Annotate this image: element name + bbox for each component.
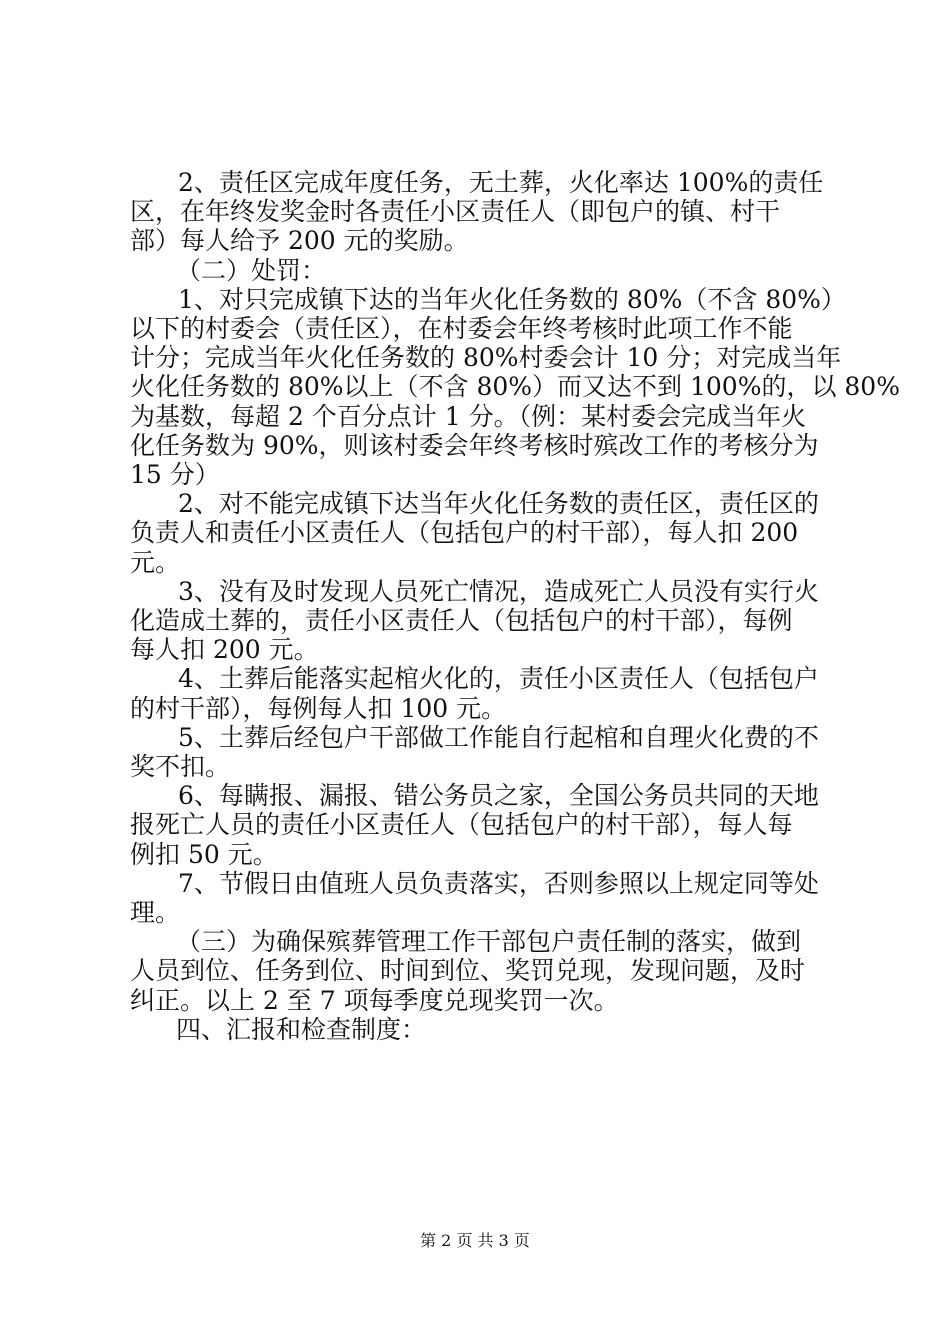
text-line: 5、土葬后经包户干部做工作能自行起棺和自理火化费的不: [178, 722, 819, 752]
text-line: 火化任务数的 80%以上（不含 80%）而又达不到 100%的，以 80%: [130, 372, 900, 402]
text-line: 负责人和责任小区责任人（包括包户的村干部），每人扣 200: [130, 518, 799, 548]
section-heading: （二）处罚：: [176, 255, 327, 285]
page-number: 第 2 页 共 3 页: [420, 1231, 530, 1250]
text-line: 人员到位、任务到位、时间到位、奖罚兑现，发现问题，及时: [130, 956, 806, 986]
text-line: 2、责任区完成年度任务，无土葬，火化率达 100%的责任: [178, 168, 824, 197]
text-line: 4、土葬后能落实起棺火化的，责任小区责任人（包括包户: [178, 664, 819, 694]
text-line: 区，在年终发奖金时各责任小区责任人（即包户的镇、村干: [130, 197, 781, 227]
text-line: 1、对只完成镇下达的当年火化任务数的 80%（不含 80%）: [178, 284, 846, 314]
text-line: 15 分）: [130, 460, 220, 489]
text-line: 以下的村委会（责任区），在村委会年终考核时此项工作不能: [130, 314, 793, 343]
text-line: 元。: [130, 547, 181, 577]
text-line: 3、没有及时发现人员死亡情况，造成死亡人员没有实行火: [178, 576, 819, 606]
text-line: 理。: [130, 898, 181, 927]
text-line: 化任务数为 90%，则该村委会年终考核时殡改工作的考核分为: [130, 430, 819, 460]
text-line: 纠正。以上 2 至 7 项每季度兑现奖罚一次。: [130, 985, 619, 1015]
text-line: 部）每人给予 200 元的奖励。: [130, 226, 469, 256]
text-line: 报死亡人员的责任小区责任人（包括包户的村干部），每人每: [130, 810, 793, 840]
text-line: 化造成土葬的，责任小区责任人（包括包户的村干部），每例: [130, 606, 793, 635]
section-heading: 四、汇报和检查制度：: [176, 1014, 427, 1044]
text-line: 6、每瞒报、漏报、错公务员之家，全国公务员共同的天地: [178, 781, 819, 811]
text-line: 计分；完成当年火化任务数的 80%村委会计 10 分；对完成当年: [130, 343, 842, 373]
text-line: 例扣 50 元。: [130, 839, 278, 869]
text-line: 2、对不能完成镇下达当年火化任务数的责任区，责任区的: [178, 489, 819, 519]
page-footer: [0, 1230, 950, 1252]
text-line: 奖不扣。: [130, 752, 231, 781]
text-line: 为基数，每超 2 个百分点计 1 分。（例：某村委会完成当年火: [130, 401, 807, 431]
text-line: 每人扣 200 元。: [130, 635, 319, 665]
text-line: （三）为确保殡葬管理工作干部包户责任制的落实，做到: [176, 927, 802, 957]
text-line: 的村干部），每例每人扣 100 元。: [130, 693, 507, 723]
text-line: 7、节假日由值班人员负责落实，否则参照以上规定同等处: [178, 868, 819, 898]
